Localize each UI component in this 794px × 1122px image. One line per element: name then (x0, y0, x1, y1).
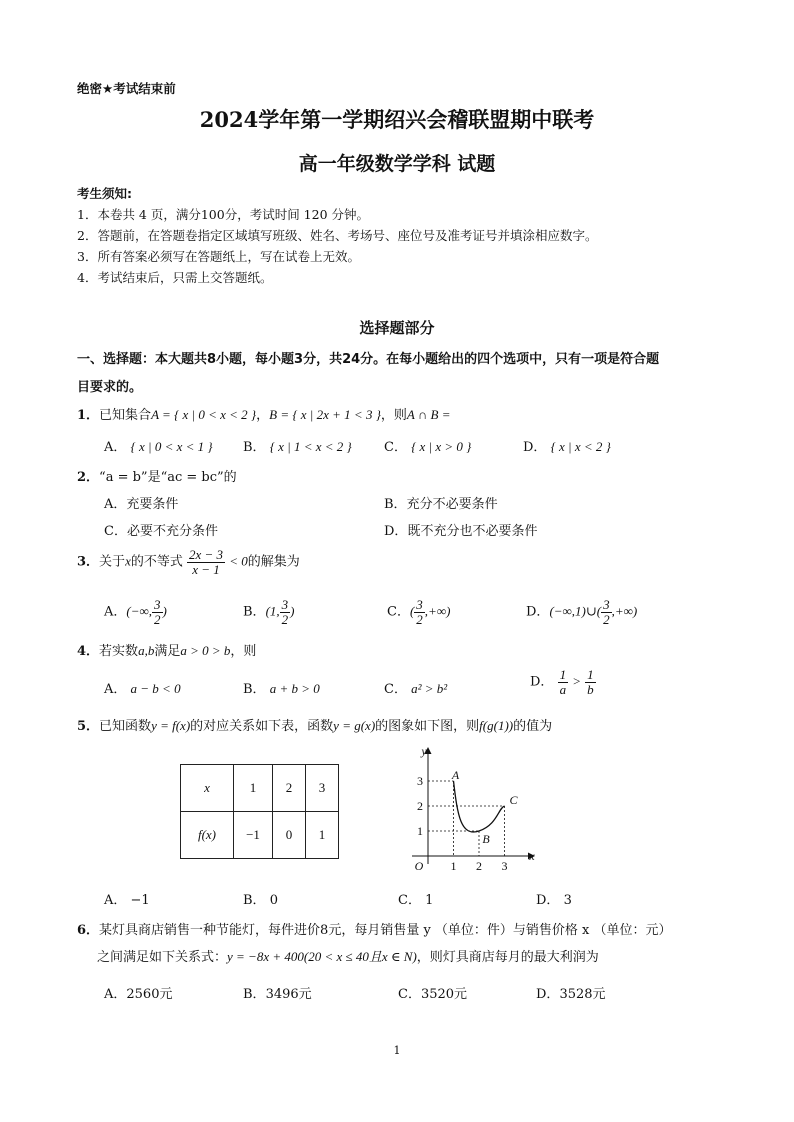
q5-text-d: 的值为 (513, 719, 553, 734)
option-text: { x | 0 < x < 1 } (130, 439, 213, 454)
fraction-denominator: 2 (281, 611, 289, 627)
option-label: C． (384, 682, 407, 697)
q5-option-d (536, 889, 572, 908)
q6-option-d (536, 983, 606, 1002)
q4-option-a (104, 678, 181, 697)
q6-text-line1: 某灯具商店销售一种节能灯，每件进价8元，每月销售量 y （单位：件）与销售价格 x （单位：元） (99, 923, 672, 938)
q1-option-d (523, 436, 611, 455)
fraction-denominator: 2 (154, 611, 161, 627)
guide-lines (428, 781, 505, 856)
option-label: B． (384, 497, 407, 512)
point-label: C (509, 793, 518, 807)
q1-option-b (243, 436, 352, 455)
question-4-stem (77, 640, 256, 659)
option-text-pre: (1, (265, 603, 280, 619)
q5-function-g: y = g(x) (333, 718, 376, 733)
option-text: 充分不必要条件 (406, 497, 498, 512)
option-text: 3520元 (420, 987, 468, 1002)
y-axis-label: y (421, 744, 427, 758)
option-text: { x | x > 0 } (411, 439, 472, 454)
q3-text-d: 的解集为 (247, 554, 300, 570)
option-label: A． (104, 893, 127, 908)
q1-option-a (104, 436, 213, 455)
q4-option-d (530, 668, 596, 696)
question-number: 1． (77, 408, 100, 423)
option-text: a + b > 0 (269, 681, 320, 696)
notice-item: 1．本卷共 4 页，满分100分，考试时间 120 分钟。 (77, 207, 370, 222)
option-text: 1 (425, 893, 434, 908)
x-tick-label: 1 (450, 859, 457, 873)
set-a: A = { x | 0 < x < 2 } (151, 407, 257, 422)
confidential-mark: 绝密★考试结束前 (77, 81, 176, 96)
question-number: 5． (77, 719, 100, 734)
fraction-numerator: 3 (281, 597, 289, 612)
fraction-denominator: b (587, 681, 594, 697)
part-instructions-line1: 一、选择题：本大题共8小题，每小题3分，共24分。在每小题给出的四个选项中，只有一项是符合题 (77, 352, 660, 367)
q2-option-d (384, 520, 537, 539)
table-row (181, 765, 339, 812)
question-number: 6． (77, 923, 100, 938)
option-text-pre: (−∞,1)∪( (549, 603, 602, 619)
q2-option-c (104, 520, 218, 539)
q4-text-b: 满足 (154, 644, 181, 659)
option-label: B． (243, 893, 266, 908)
option-text: 3528元 (559, 987, 606, 1002)
q5-text-a: 已知函数 (99, 719, 152, 734)
option-label: D． (523, 440, 547, 455)
notice-heading: 考生须知: (77, 186, 132, 201)
origin-label: O (414, 859, 424, 873)
question-5-stem (77, 715, 552, 734)
option-fraction (558, 668, 569, 696)
y-tick-label: 1 (417, 824, 423, 838)
option-label: B． (243, 682, 266, 697)
table-cell: 2 (273, 765, 306, 812)
option-text: −1 (130, 893, 150, 908)
y-tick-label: 2 (417, 799, 423, 813)
q3-option-b (243, 598, 295, 626)
q5-text-b: 的对应关系如下表，函数 (190, 719, 334, 734)
fraction-numerator: 3 (603, 597, 610, 612)
x-tick-label: 2 (476, 859, 482, 873)
question-3-stem (77, 548, 300, 576)
q1-sep: ， (256, 408, 270, 423)
question-number: 4． (77, 644, 100, 659)
option-label: B． (243, 604, 266, 620)
option-operator: > (572, 673, 581, 689)
q6-text-b: ，则灯具商店每月的最大利润为 (416, 950, 599, 965)
option-label: D． (526, 604, 550, 620)
q2-option-b (384, 493, 498, 512)
table-cell: 3 (306, 765, 339, 812)
option-text: 0 (269, 893, 278, 908)
table-row (181, 812, 339, 859)
exam-title: 2024学年第一学期绍兴会稽联盟期中联考 (199, 107, 595, 132)
q3-option-a (104, 598, 167, 626)
q6-text-a: 之间满足如下关系式： (97, 950, 228, 965)
q3-variable: x (125, 553, 131, 569)
function-table (180, 764, 339, 859)
notice-item: 4．考试结束后，只需上交答题纸。 (77, 270, 273, 285)
question-6-stem (77, 919, 672, 938)
option-label: D． (536, 987, 560, 1002)
option-label: C． (104, 524, 127, 539)
q1-option-c (384, 436, 471, 455)
option-text: a² > b² (411, 681, 448, 696)
notice-item: 3．所有答案必须写在答题纸上，写在试卷上无效。 (77, 249, 360, 264)
option-fraction (280, 598, 291, 626)
page-number: 1 (393, 1044, 401, 1057)
option-text: a − b < 0 (130, 681, 181, 696)
option-text-post: ) (162, 603, 167, 619)
option-label: B． (243, 987, 266, 1002)
q1-expression: A ∩ B = (406, 407, 451, 422)
x-axis-label: x (529, 849, 535, 863)
curve-g (454, 781, 505, 832)
fraction-numerator: 2x − 3 (189, 547, 224, 562)
option-text-post: ) (290, 603, 295, 619)
q3-inequality: < 0 (229, 553, 248, 569)
exam-subtitle: 高一年级数学学科 试题 (298, 153, 496, 175)
q3-text-b: 的不等式 (130, 554, 183, 570)
option-text: 3496元 (265, 987, 312, 1002)
table-cell: 0 (273, 812, 306, 859)
option-label: D． (530, 674, 554, 690)
option-text: { x | 1 < x < 2 } (269, 439, 352, 454)
q5-option-a (104, 889, 150, 908)
graph-labels (415, 744, 536, 873)
q4-text-c: ，则 (230, 644, 257, 659)
question-6-stem-line2 (97, 946, 599, 965)
q3-option-d (526, 598, 637, 626)
option-label: D． (384, 524, 408, 539)
part-instructions-line2: 目要求的。 (77, 380, 143, 395)
section-title: 选择题部分 (359, 319, 435, 337)
option-label: C． (387, 604, 410, 620)
fraction-numerator: 3 (416, 597, 423, 612)
option-fraction (414, 598, 425, 626)
option-text-pre: ( (409, 603, 415, 619)
table-cell: f(x) (181, 812, 234, 859)
question-number: 3． (77, 554, 100, 570)
q3-option-c (387, 598, 450, 626)
option-label: C． (398, 893, 421, 908)
question-number: 2． (77, 470, 100, 485)
option-label: C． (384, 440, 407, 455)
q5-option-c (398, 889, 433, 908)
q6-formula: y = −8x + 400(20 < x ≤ 40且x ∈ N) (227, 949, 417, 964)
q2-option-a (104, 493, 178, 512)
option-label: A． (104, 987, 127, 1002)
fraction-numerator: 1 (587, 667, 594, 682)
option-text: 既不充分也不必要条件 (407, 524, 538, 539)
option-label: A． (104, 497, 127, 512)
point-label: A (451, 768, 460, 782)
point-label: B (482, 832, 490, 846)
set-b: B = { x | 2x + 1 < 3 } (269, 407, 381, 422)
q6-option-a (104, 983, 172, 1002)
question-2-stem (77, 466, 237, 485)
y-tick-label: 3 (417, 774, 423, 788)
q4-text-a: 若实数 (99, 644, 139, 659)
option-label: A． (104, 682, 127, 697)
option-label: C． (398, 987, 421, 1002)
fraction-numerator: 3 (154, 597, 161, 612)
q5-function-f: y = f(x) (151, 718, 191, 733)
q5-expression: f(g(1)) (479, 718, 514, 733)
q4-option-b (243, 678, 320, 697)
question-1-stem (77, 404, 450, 423)
fraction-denominator: 2 (603, 611, 610, 627)
option-fraction (601, 598, 612, 626)
option-fraction (152, 598, 163, 626)
option-text: { x | x < 2 } (550, 439, 611, 454)
option-text-post: ,+∞) (424, 603, 451, 619)
option-text: 必要不充分条件 (126, 524, 218, 539)
q3-text-a: 关于 (99, 554, 126, 570)
option-text-pre: (−∞, (126, 603, 153, 619)
q1-text-b: ，则 (380, 408, 407, 423)
option-fraction (585, 668, 596, 696)
table-cell: x (181, 765, 234, 812)
q5-text-c: 的图象如下图，则 (375, 719, 480, 734)
q4-variables: a,b (138, 643, 155, 658)
q1-text-a: 已知集合 (99, 408, 152, 423)
q6-option-b (243, 983, 312, 1002)
q5-option-b (243, 889, 278, 908)
option-text: 3 (563, 893, 572, 908)
q3-fraction (187, 548, 225, 576)
fraction-denominator: x − 1 (192, 561, 220, 577)
q4-condition: a > 0 > b (180, 643, 231, 658)
table-cell: −1 (234, 812, 273, 859)
table-cell: 1 (306, 812, 339, 859)
fraction-denominator: a (559, 681, 567, 697)
option-text: 2560元 (126, 987, 173, 1002)
option-text: 充要条件 (126, 497, 179, 512)
option-label: A． (104, 604, 127, 620)
option-text-post: ,+∞) (611, 603, 638, 619)
option-label: A． (104, 440, 127, 455)
fraction-numerator: 1 (559, 667, 567, 682)
q6-option-c (398, 983, 467, 1002)
option-label: D． (536, 893, 560, 908)
option-label: B． (243, 440, 266, 455)
notice-item: 2．答题前，在答题卷指定区域填写班级、姓名、考场号、座位号及准考证号并填涂相应数字。 (77, 228, 598, 243)
fraction-denominator: 2 (416, 611, 423, 627)
table-cell: 1 (234, 765, 273, 812)
x-tick-label: 3 (501, 859, 508, 873)
q2-text: “a = b”是“ac = bc”的 (99, 470, 237, 485)
q4-option-c (384, 678, 447, 697)
